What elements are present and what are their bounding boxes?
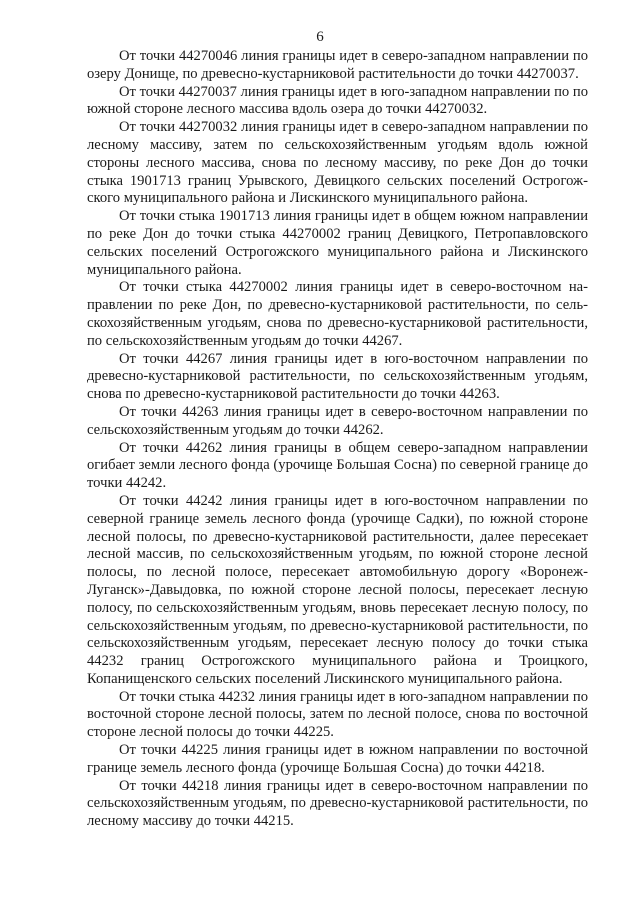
paragraph: От точки стыка 44270002 линия границы идет в северо-восточном направлении по реке Дон, по древесно-кустарниковой растительности, по сельскохозяйственным угодьям, снова по древесно-кустарниковой растительности, по сельскохозяйственным угодьям до точки 44267. — [87, 279, 588, 349]
paragraph: От точки 44218 линия границы идет в северо-восточном направлении по сельскохозяйственным угодьям, по древесно-кустарниковой растительности, по лесному массиву до точки 44215. — [87, 777, 588, 830]
paragraph: От точки 44270037 линия границы идет в юго-западном направлении по по южной стороне лесного массива вдоль озера до точки 44270032. — [87, 83, 588, 118]
paragraph: От точки 44263 линия границы идет в северо-восточном направлении по сельскохозяйственным угодьям до точки 44262. — [87, 403, 588, 438]
paragraph: От точки 44270046 линия границы идет в северо-западном направлении по озеру Донище, по древесно-кустарниковой растительности до точки 44270037. — [87, 48, 588, 82]
page-number: 6 — [316, 29, 324, 45]
paragraph: От точки 44270032 линия границы идет в северо-западном направлении по лесному массиву, затем по сельскохозяйственным угодьям вдоль южной стороны лесного массива, снова по лесному массиву, по реке Дон до точки стыка 1901713 границ Урывского, Девицкого сельских поселений Острогожского муниципального района и Лискинского муниципального района. — [87, 119, 588, 207]
paragraph: От точки стыка 1901713 линия границы идет в общем южном направлении по реке Дон до точки стыка 44270002 границ Девицкого, Петропавловского сельских поселений Острогожского муниципального района и Лискинского муниципального района. — [87, 208, 588, 278]
paragraph: От точки стыка 44232 линия границы идет в юго-западном направлении по восточной стороне лесной полосы, затем по лесной полосе, снова по восточной стороне лесной полосы до точки 44225. — [87, 688, 588, 741]
paragraph: От точки 44242 линия границы идет в юго-восточном направлении по северной границе земель лесного фонда (урочище Садки), по южной стороне лесной полосы, по древесно-кустарниковой растительности, далее пересекает лесной массив, по сельскохозяйственным угодьям, по южной стороне лесной полосы, по лесной полосе, пересекает автомобильную дорогу «Воронеж-Луганск»-Давыдовка, по южной стороне лесной полосы, пересекает лесную полосу, по сельскохозяйственным угодьям, вновь пересекает лесную полосу, по сельскохозяйственным угодьям, по древесно-кустарниковой растительности, по сельскохозяйственным угодьям, пересекает лесную полосу до точки стыка 44232 границ Острогожского муниципального района и Троицкого, Копанищенского сельских поселений Лискинского муниципального района. — [87, 492, 588, 687]
paragraph: От точки 44267 линия границы идет в юго-восточном направлении по древесно-кустарниковой растительности, по сельскохозяйственным угодьям, снова по древесно-кустарниковой растительности до точки 44263. — [87, 350, 588, 403]
paragraph: От точки 44225 линия границы идет в южном направлении по восточной границе земель лесного фонда (урочище Большая Сосна) до точки 44218. — [87, 742, 588, 776]
document-body — [87, 48, 588, 831]
paragraph: От точки 44262 линия границы в общем северо-западном направлении огибает земли лесного фонда (урочище Большая Сосна) по северной границе до точки 44242. — [87, 439, 588, 492]
